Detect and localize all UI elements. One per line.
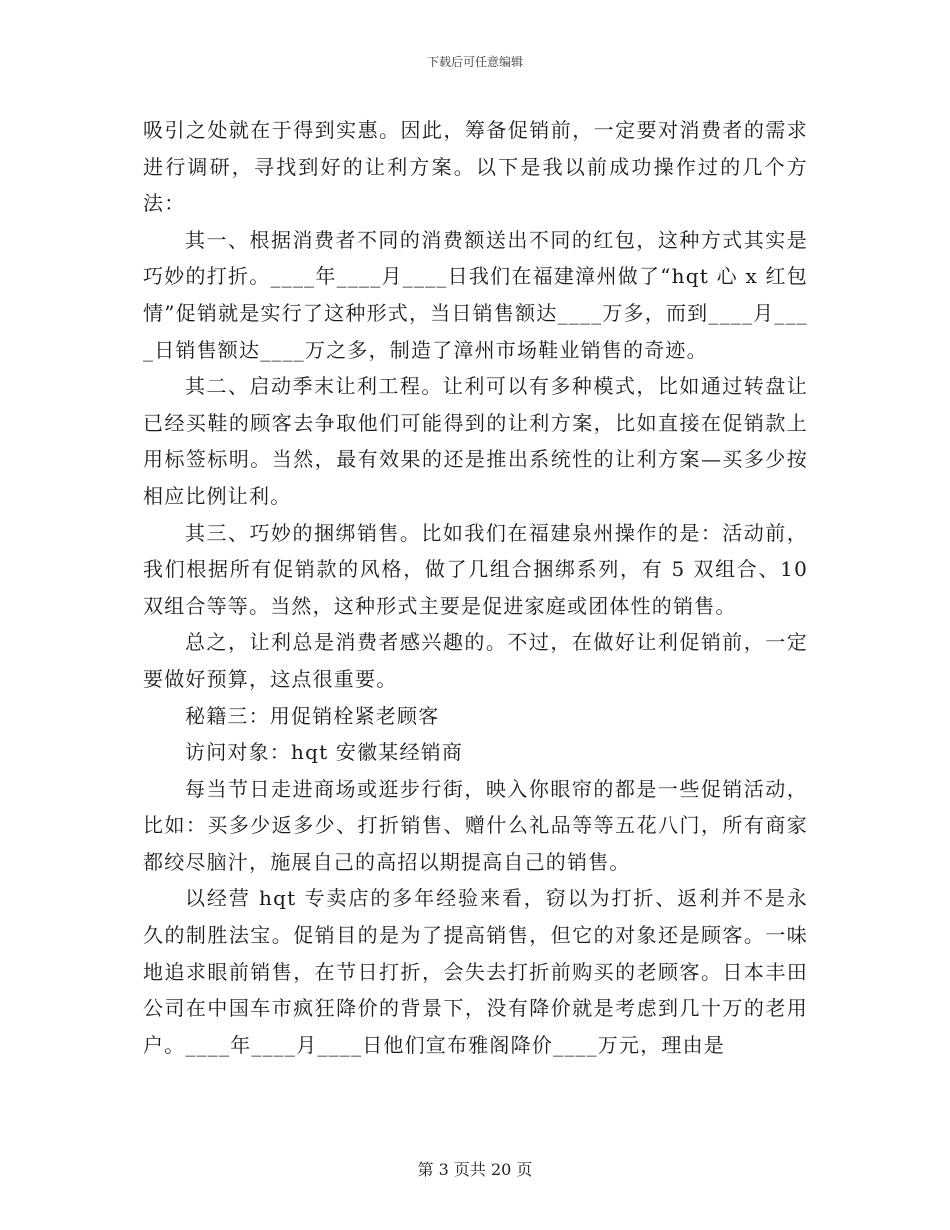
- paragraph-2: 其一、根据消费者不同的消费额送出不同的红包，这种方式其实是巧妙的打折。____年____月____日我们在福建漳州做了“hqt 心 x 红包情”促销就是实行了这种形式，当日销售额达____万多，而到____月____日销售额达____万之多，制造了漳州市场鞋业销售的奇迹。: [143, 227, 808, 362]
- paragraph-4: 其三、巧妙的捆绑销售。比如我们在福建泉州操作的是：活动前，我们根据所有促销款的风格，做了几组合捆绑系列，有 5 双组合、10 双组合等等。当然，这种形式主要是促进家庭或团体性的销售。: [143, 520, 808, 618]
- interview-subject: 访问对象：hqt 安徽某经销商: [185, 740, 464, 765]
- paragraph-8: 每当节日走进商场或逛步行街，映入你眼帘的都是一些促销活动，比如：买多少返多少、打折销售、赠什么礼品等等五花八门，所有商家都绞尽脑汁，施展自己的高招以期提高自己的销售。: [143, 776, 808, 874]
- paragraph-3: 其二、启动季末让利工程。让利可以有多种模式，比如通过转盘让已经买鞋的顾客去争取他们可能得到的让利方案，比如直接在促销款上用标签标明。当然，最有效果的还是推出系统性的让利方案—买多少按相应比例让利。: [143, 374, 808, 508]
- page-header: 下载后可任意编辑: [426, 55, 523, 69]
- paragraph-9: 以经营 hqt 专卖店的多年经验来看，窃以为打折、返利并不是永久的制胜法宝。促销目的是为了提高销售，但它的对象还是顾客。一味地追求眼前销售，在节日打折，会失去打折前购买的老顾客。日本丰田公司在中国车市疯狂降价的背景下，没有降价就是考虑到几十万的老用户。____年____月____日他们宣布雅阁降价____万元，理由是: [143, 886, 808, 1057]
- paragraph-5: 总之，让利总是消费者感兴趣的。不过，在做好让利促销前，一定要做好预算，这点很重要。: [143, 630, 808, 691]
- paragraph-1: 吸引之处就在于得到实惠。因此，筹备促销前，一定要对消费者的需求进行调研，寻找到好的让利方案。以下是我以前成功操作过的几个方法：: [143, 118, 808, 216]
- section-heading: 秘籍三：用促销栓紧老顾客: [185, 703, 440, 728]
- page-footer: 第 3 页共 20 页: [417, 1160, 533, 1179]
- document-body: [143, 112, 808, 1063]
